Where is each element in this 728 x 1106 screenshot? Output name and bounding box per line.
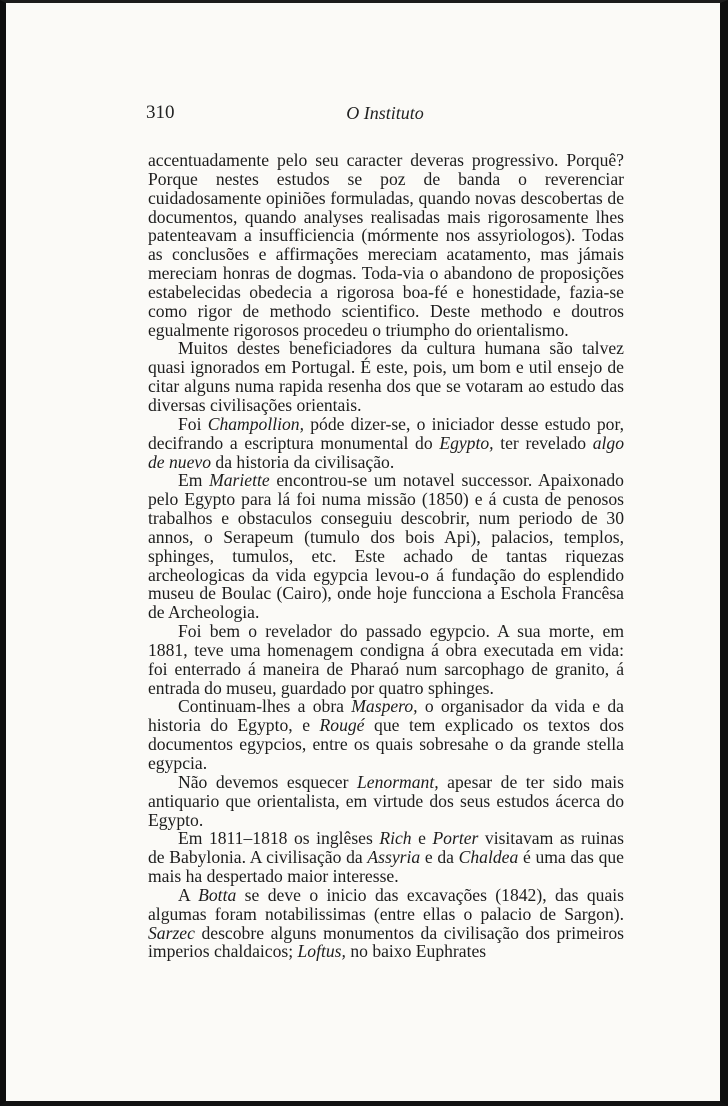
text-run: Muitos destes beneficiadores da cultura humana são talvez quasi ignorados em Portugal. É este, pois, um bom e util ensejo de citar alguns numa rapida resenha dos que se votaram ao estudo das diversas civilisações orientais. xyxy=(148,338,624,415)
paragraph xyxy=(148,697,624,772)
italic-run: Botta xyxy=(198,884,237,905)
italic-run: Rougé xyxy=(319,715,365,736)
text-run: Foi bem o revelador do passado egypcio. A sua morte, em 1881, teve uma homenagem condigna á obra executada em vida: foi enterrado á maneira de Pharaó num sarcophago de granito, á entrada do museu, guardado por quatro sphinges. xyxy=(148,621,624,698)
paragraph xyxy=(148,339,624,414)
italic-run: Maspero, xyxy=(351,696,418,717)
text-run: se deve o inicio das excavações (1842), das quais algumas foram notabilissimas (entre ellas o palacio de Sargon). xyxy=(148,884,624,924)
italic-run: Chaldea xyxy=(458,847,519,868)
text-run: que tem explicado os textos dos documentos egypcios, entre os quais sobresahe o da grande stella egypcia. xyxy=(148,715,624,773)
italic-run: algo de nuevo xyxy=(148,432,624,472)
text-run: Em xyxy=(178,470,210,491)
italic-run: Mariette xyxy=(209,470,270,491)
italic-run: Rich xyxy=(379,828,412,849)
book-page xyxy=(6,3,720,1101)
italic-run: Sarzec xyxy=(148,922,195,943)
text-run: descobre alguns monumentos da civilisação dos primeiros imperios chaldaicos; xyxy=(148,922,624,962)
italic-run: Champollion, xyxy=(207,413,304,434)
paragraph xyxy=(148,773,624,830)
text-run: apesar de ter sido mais antiquario que orientalista, em virtude dos seus estudos ácerca do Egypto. xyxy=(148,771,624,830)
paragraph xyxy=(148,471,624,622)
running-title: O Instituto xyxy=(346,103,424,123)
italic-run: Lenormant, xyxy=(357,771,439,792)
text-run: accentuadamente pelo seu caracter deveras progressivo. Porquê? Porque nestes estudos se poz de banda o reverenciar cuidadosamente opiniões formuladas, quando novas descobertas de documentos, quando analyses realisadas mais rigorosamente lhes patenteavam a insufficiencia (mórmente nos assyriologos). Todas as conclusões e affirmações mereciam acatamento, mas jámais mereciam honras de dogmas. Toda-via o abandono de proposições estabelecidas obedecia a rigorosa boa-fé e honestidade, fazia-se como rigor de methodo scientifico. Deste methodo e doutros egualmente rigorosos procedeu o triumpho do orientalismo. xyxy=(148,150,624,340)
text-run: o organisador da vida e da historia do Egypto, e xyxy=(148,696,624,736)
text-run: A xyxy=(178,884,199,905)
text-run: e da xyxy=(420,847,459,868)
text-run: Não devemos esquecer xyxy=(178,771,358,792)
paragraph xyxy=(148,151,624,339)
page-header xyxy=(146,102,624,132)
italic-run: Porter xyxy=(432,828,479,849)
paragraph xyxy=(148,886,624,961)
paragraph xyxy=(148,415,624,472)
italic-run: Egypto, xyxy=(439,432,494,453)
text-run: no baixo Euphrates xyxy=(345,941,487,962)
body-text xyxy=(148,151,624,961)
paragraph xyxy=(148,622,624,697)
text-run: Continuam-lhes a obra xyxy=(178,696,352,717)
text-run: póde dizer-se, o iniciador desse estudo por, decifrando a escriptura monumental do xyxy=(148,413,624,453)
text-run: encontrou-se um notavel successor. Apaixonado pelo Egypto para lá foi numa missão (1850) e á custa de penosos trabalhos e obstaculos conseguiu descobrir, num periodo de 30 annos, o Serapeum (tumulo dos bois Api), palacios, templos, sphinges, tumulos, etc. Este achado de tantas riquezas archeologicas da vida egypcia levou-o á fundação do esplendido museu de Boulac (Cairo), onde hoje funcciona a Eschola Francêsa de Archeologia. xyxy=(148,470,624,623)
paragraph xyxy=(148,829,624,886)
text-run: e xyxy=(411,828,433,849)
text-run: é uma das que mais ha despertado maior interesse. xyxy=(148,847,624,887)
italic-run: Assyria xyxy=(367,847,421,868)
text-run: da historia da civilisação. xyxy=(211,451,395,472)
italic-run: Loftus, xyxy=(297,941,346,962)
page-number: 310 xyxy=(146,102,175,123)
text-run: visitavam as ruinas de Babylonia. A civilisação da xyxy=(148,828,624,868)
text-run: Em 1811–1818 os inglêses xyxy=(178,828,380,849)
text-run: ter revelado xyxy=(493,432,593,453)
text-run: Foi xyxy=(178,413,208,434)
